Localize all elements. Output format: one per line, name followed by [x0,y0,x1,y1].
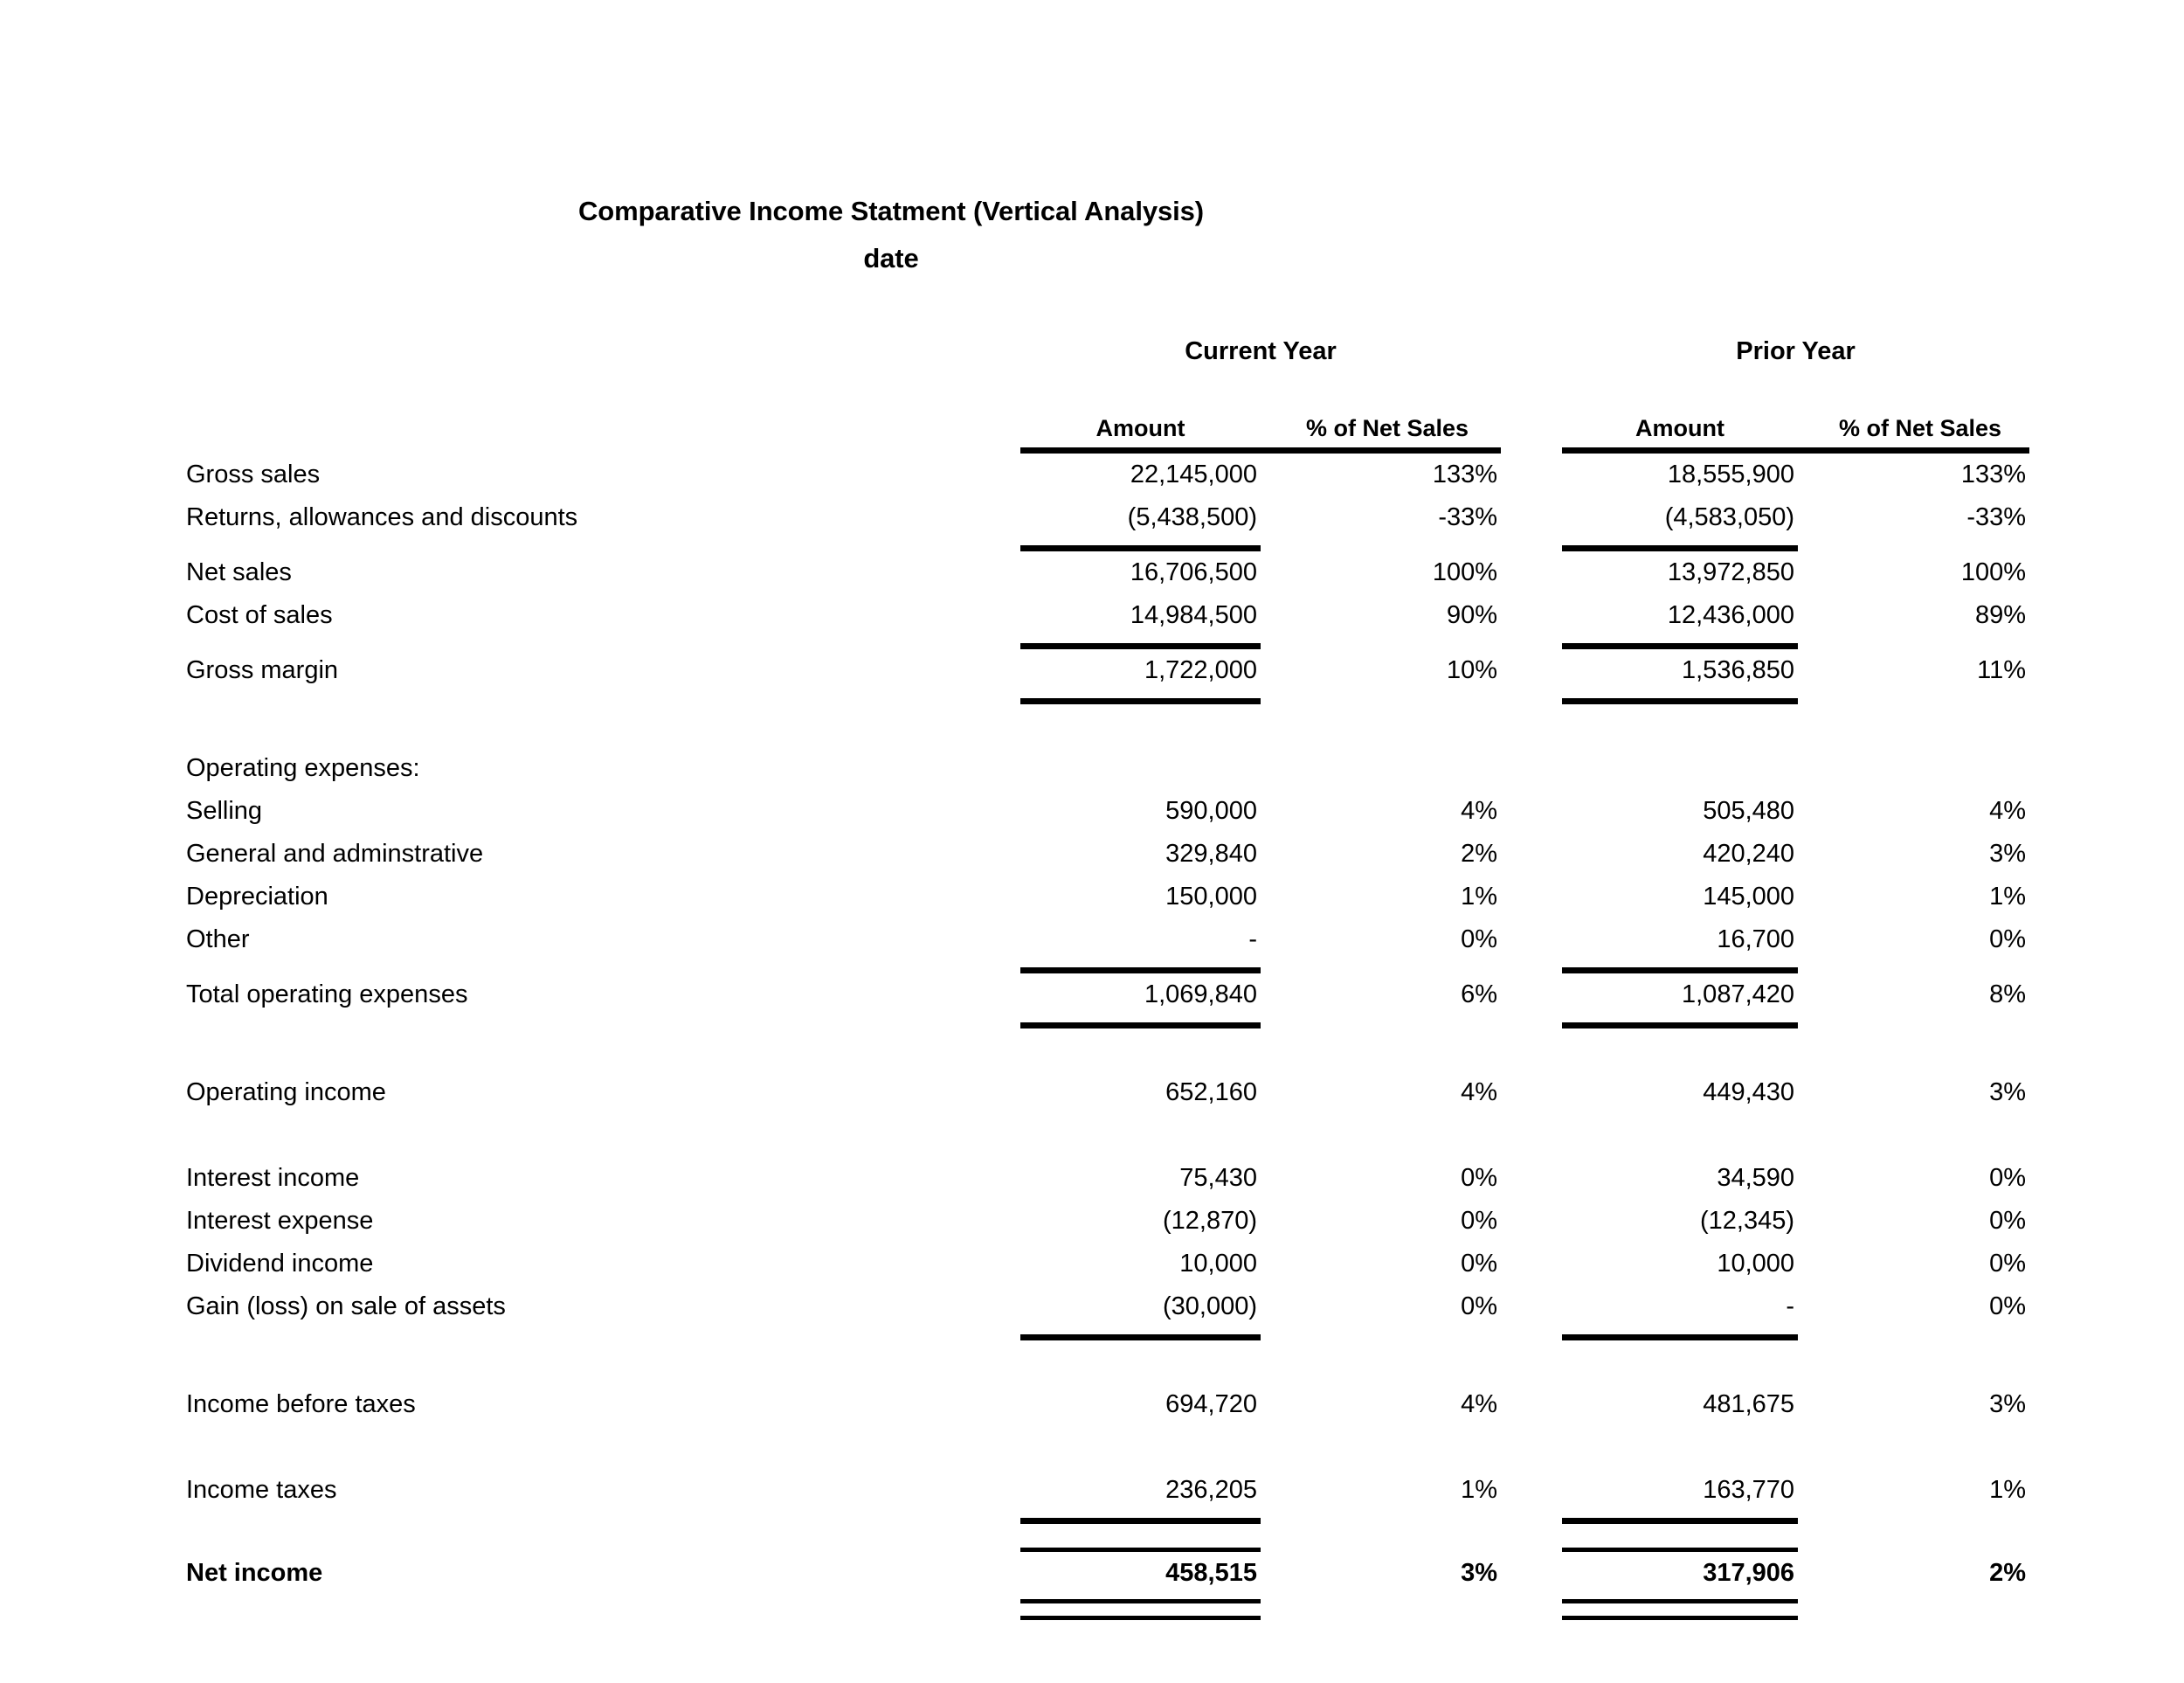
prior-year-percent: -33% [1966,503,2027,531]
row-label: Selling [186,797,263,825]
prior-year-percent: 100% [1960,558,2027,586]
rule-blank [1274,539,1501,549]
prior-year-percent: 3% [1989,1078,2027,1106]
total-gap-row [186,1521,2029,1544]
cell-gap [1261,1469,1274,1512]
cell-gap [1798,1285,1811,1328]
cell-gap [1261,833,1274,876]
rule-gap [1261,1611,1274,1618]
rule-gap [1261,961,1274,971]
subtotal-rule-row [186,692,2029,702]
current-year-total-rule-bottom-1 [1020,1595,1261,1602]
rule-blank [1274,961,1501,971]
prior-year-percent: 2% [1989,1559,2027,1587]
prior-year-subtotal-rule [1562,1328,1798,1338]
row-label: Gross margin [186,656,339,684]
prior-year-percent: 0% [1989,1292,2027,1320]
row-label: Total operating expenses [186,980,468,1008]
prior-year-percent: 3% [1989,1390,2027,1418]
cell-gap [1261,1285,1274,1328]
rule-spacer [1501,1328,1562,1338]
prior-year-amount: 16,700 [1717,925,1795,953]
current-year-percent: 90% [1446,601,1498,629]
cell-gap [1261,918,1274,961]
subtotal-rule-row [186,539,2029,549]
current-year-percent: 2% [1461,840,1498,868]
prior-year-header-gap [1798,388,1811,451]
cell-gap [1261,1550,1274,1596]
current-year-amount: 590,000 [1165,797,1257,825]
cell-gap [1798,451,1811,497]
prior-year-percent: 133% [1960,461,2027,488]
prior-year-amount: 10,000 [1717,1250,1795,1278]
table-row [186,594,2029,637]
table-row [186,496,2029,539]
current-year-amount: 694,720 [1165,1390,1257,1418]
cell-gap [1798,790,1811,833]
rule-spacer [1501,539,1562,549]
current-year-amount: - [1248,925,1257,953]
cell-gap [1261,594,1274,637]
spacer-cell [186,702,2029,748]
row-label: Income taxes [186,1476,337,1504]
table-row [186,451,2029,497]
rule-blank [1274,1016,1501,1026]
cell-gap [1261,1157,1274,1200]
cell-spacer [1501,1285,1562,1328]
prior-year-subtotal-rule [1562,539,1798,549]
cell-gap [1798,918,1811,961]
rule-gap [1261,692,1274,702]
current-year-amount: 329,840 [1165,840,1257,868]
cell-gap [1261,647,1274,693]
current-year-subtotal-rule [1020,637,1261,647]
table-row [186,790,2029,833]
current-year-amount: (5,438,500) [1127,503,1257,531]
cell-gap [1798,496,1811,539]
row-label: Operating expenses: [186,754,420,782]
current-year-subtotal-rule [1020,961,1261,971]
current-year-amount: 150,000 [1165,883,1257,911]
current-year-percent: 133% [1432,461,1498,488]
prior-year-header: Prior Year [1736,336,1856,365]
current-year-percent: 0% [1461,1250,1498,1278]
table-row [186,1071,2029,1114]
current-year-percent [1274,747,1501,790]
rule-gap [1798,637,1811,647]
prior-year-amount: - [1786,1292,1795,1320]
cell-spacer [1501,496,1562,539]
column-header-row [186,388,2029,451]
rule-blank [1811,539,2029,549]
row-label: Income before taxes [186,1390,416,1418]
current-year-percent: 0% [1461,925,1498,953]
prior-year-amount [1562,747,1798,790]
cell-spacer [1501,971,1562,1017]
current-year-amount: 236,205 [1165,1476,1257,1504]
current-year-amount-header: Amount [1020,388,1261,451]
spacer-cell [186,1426,2029,1469]
total-rule-bottom-row-1 [186,1595,2029,1602]
subtotal-rule-row [186,637,2029,647]
prior-year-percent: 3% [1989,840,2027,868]
rule-blank [1811,1611,2029,1618]
cell-gap [1261,876,1274,918]
current-year-amount [1020,747,1261,790]
current-year-total-rule-bottom-2 [1020,1611,1261,1618]
rule-spacer [1501,961,1562,971]
table-row [186,747,2029,790]
prior-year-percent: 1% [1989,1476,2027,1504]
prior-year-total-rule-top [1562,1543,1798,1550]
statement-title-block [0,188,1782,282]
rule-blank [1811,637,2029,647]
rule-blank [186,1595,1020,1602]
prior-year-amount-header: Amount [1562,388,1798,451]
cell-gap [1261,1200,1274,1243]
current-year-percent: 4% [1461,1390,1498,1418]
rule-blank [1274,1543,1501,1550]
rule-gap [1261,1512,1274,1521]
rule-gap [1798,1016,1811,1026]
rule-gap [1798,1328,1811,1338]
row-label: Returns, allowances and discounts [186,503,578,531]
section-spacer [186,1338,2029,1384]
rule-spacer [1501,1512,1562,1521]
current-year-amount: (30,000) [1162,1292,1257,1320]
cell-spacer [1501,747,1562,790]
prior-year-amount: 1,087,420 [1682,980,1795,1008]
row-label: Interest income [186,1164,360,1192]
year-header-spacer [1501,315,1562,388]
current-year-amount: 1,722,000 [1144,656,1257,684]
row-label: Other [186,925,250,953]
current-year-total-rule-top [1020,1543,1261,1550]
current-year-percent: 4% [1461,797,1498,825]
total-rule-bottom-row-2 [186,1611,2029,1618]
table-row [186,1285,2029,1328]
rule-gap [1798,539,1811,549]
table-row [186,647,2029,693]
prior-year-amount: 1,536,850 [1682,656,1795,684]
prior-year-percent: 0% [1989,1250,2027,1278]
prior-year-pct-header: % of Net Sales [1811,388,2029,451]
current-year-pct-header: % of Net Sales [1274,388,1501,451]
cell-spacer [1501,594,1562,637]
rule-blank [1274,1512,1501,1521]
cell-gap [1798,1243,1811,1285]
table-row [186,918,2029,961]
rule-spacer [1501,1595,1562,1602]
rule-gap [1261,1328,1274,1338]
prior-year-subtotal-rule [1562,692,1798,702]
cell-gap [1798,833,1811,876]
table-row [186,1243,2029,1285]
rule-spacer [1501,1611,1562,1618]
rule-blank [1274,1595,1501,1602]
prior-year-percent: 0% [1989,1207,2027,1235]
current-year-amount: 1,069,840 [1144,980,1257,1008]
prior-year-amount: 145,000 [1703,883,1795,911]
cell-gap [1261,496,1274,539]
table-row [186,1383,2029,1426]
cell-gap [1798,647,1811,693]
cell-spacer [1501,1243,1562,1285]
prior-year-total-rule-bottom-1 [1562,1595,1798,1602]
cell-spacer [1501,918,1562,961]
cell-gap [1261,1071,1274,1114]
cell-gap [1798,1550,1811,1596]
cell-spacer [1501,1550,1562,1596]
rule-blank [1811,1543,2029,1550]
rule-blank [186,961,1020,971]
rule-blank [1811,692,2029,702]
current-year-amount: 652,160 [1165,1078,1257,1106]
table-row [186,876,2029,918]
current-year-amount: 75,430 [1179,1164,1257,1192]
prior-year-subtotal-rule [1562,637,1798,647]
prior-year-amount: 12,436,000 [1667,601,1795,629]
rule-blank [1811,1512,2029,1521]
cell-gap [1798,1071,1811,1114]
current-year-percent: -33% [1438,503,1498,531]
cell-spacer [1501,647,1562,693]
prior-year-percent: 89% [1974,601,2027,629]
cell-gap [1798,747,1811,790]
rule-spacer [1501,692,1562,702]
rule-spacer [1501,1543,1562,1550]
cell-spacer [1501,1071,1562,1114]
prior-year-total-rule-bottom-2 [1562,1611,1798,1618]
double-rule-gap-row [186,1602,2029,1612]
spacer-cell [186,1521,2029,1544]
current-year-subtotal-rule [1020,1328,1261,1338]
cell-spacer [1501,1157,1562,1200]
rule-gap [1261,1595,1274,1602]
subtotal-rule-row [186,1328,2029,1338]
current-year-subtotal-rule [1020,1512,1261,1521]
cell-gap [1798,1200,1811,1243]
prior-year-amount: 13,972,850 [1667,558,1795,586]
total-rule-top-row [186,1543,2029,1550]
subtotal-rule-row [186,1512,2029,1521]
rule-blank [186,1512,1020,1521]
cell-gap [1798,1383,1811,1426]
row-label: Cost of sales [186,601,333,629]
prior-year-percent: 1% [1989,883,2027,911]
rule-blank [186,1016,1020,1026]
prior-year-percent: 0% [1989,1164,2027,1192]
rule-gap [1261,637,1274,647]
cell-spacer [1501,1469,1562,1512]
cell-spacer [1501,1200,1562,1243]
rule-blank [1811,1328,2029,1338]
current-year-header: Current Year [1185,336,1337,365]
section-spacer [186,702,2029,748]
spacer-cell [186,1026,2029,1072]
cell-gap [1798,876,1811,918]
rule-blank [186,1543,1020,1550]
subtotal-rule-row [186,1016,2029,1026]
spacer-cell [186,1338,2029,1384]
spacer-cell [186,1602,2029,1612]
cell-gap [1261,1383,1274,1426]
rule-blank [1811,961,2029,971]
cell-spacer [1501,451,1562,497]
cell-spacer [1501,549,1562,595]
cell-gap [1798,594,1811,637]
rule-blank [186,1611,1020,1618]
current-year-percent: 4% [1461,1078,1498,1106]
cell-spacer [1501,876,1562,918]
year-header-blank [186,315,1020,388]
income-statement-table [186,315,2029,1620]
spacer-cell [186,1114,2029,1157]
table-row [186,549,2029,595]
current-year-percent: 0% [1461,1292,1498,1320]
table-row [186,1200,2029,1243]
cell-gap [1261,971,1274,1017]
current-year-percent: 0% [1461,1164,1498,1192]
cell-gap [1798,549,1811,595]
prior-year-amount: 317,906 [1703,1559,1795,1587]
table-row [186,1469,2029,1512]
prior-year-amount: 505,480 [1703,797,1795,825]
current-year-subtotal-rule [1020,692,1261,702]
row-label: Operating income [186,1078,386,1106]
prior-year-amount: (12,345) [1700,1207,1795,1235]
rule-blank [186,1328,1020,1338]
current-year-subtotal-rule [1020,539,1261,549]
rule-gap [1261,1543,1274,1550]
row-label: Gain (loss) on sale of assets [186,1292,506,1320]
cell-gap [1261,1243,1274,1285]
current-year-amount: 10,000 [1179,1250,1257,1278]
current-year-amount: (12,870) [1162,1207,1257,1235]
current-year-percent: 0% [1461,1207,1498,1235]
prior-year-amount: 481,675 [1703,1390,1795,1418]
prior-year-percent: 8% [1989,980,2027,1008]
column-header-blank [186,388,1020,451]
prior-year-amount: (4,583,050) [1664,503,1795,531]
row-label: Dividend income [186,1250,374,1278]
cell-gap [1261,747,1274,790]
current-year-amount: 458,515 [1165,1559,1257,1587]
rule-blank [1811,1016,2029,1026]
prior-year-amount: 449,430 [1703,1078,1795,1106]
current-year-percent: 3% [1461,1559,1498,1587]
row-label: Gross sales [186,461,321,488]
rule-spacer [1501,637,1562,647]
year-header-row [186,315,2029,388]
column-header-spacer [1501,388,1562,451]
rule-gap [1261,1016,1274,1026]
table-row [186,833,2029,876]
prior-year-percent: 0% [1989,925,2027,953]
prior-year-subtotal-rule [1562,1512,1798,1521]
rule-blank [1274,1611,1501,1618]
cell-gap [1798,971,1811,1017]
rule-gap [1798,1595,1811,1602]
current-year-percent: 1% [1461,1476,1498,1504]
current-year-percent: 10% [1446,656,1498,684]
rule-gap [1261,539,1274,549]
cell-gap [1798,1157,1811,1200]
prior-year-percent: 11% [1977,656,2027,684]
current-year-percent: 1% [1461,883,1498,911]
section-spacer [186,1114,2029,1157]
cell-gap [1261,790,1274,833]
rule-gap [1798,961,1811,971]
current-year-header-gap [1261,388,1274,451]
row-label: Net sales [186,558,292,586]
prior-year-percent: 4% [1989,797,2027,825]
cell-gap [1261,549,1274,595]
rule-blank [186,692,1020,702]
current-year-amount: 14,984,500 [1130,601,1257,629]
cell-spacer [1501,1383,1562,1426]
prior-year-subtotal-rule [1562,1016,1798,1026]
rule-gap [1798,692,1811,702]
prior-year-amount: 163,770 [1703,1476,1795,1504]
rule-blank [1274,637,1501,647]
section-spacer [186,1426,2029,1469]
rule-blank [186,539,1020,549]
prior-year-amount: 18,555,900 [1667,461,1795,488]
cell-spacer [1501,833,1562,876]
rule-blank [186,637,1020,647]
table-row [186,1550,2029,1596]
current-year-percent: 100% [1432,558,1498,586]
current-year-percent: 6% [1461,980,1498,1008]
cell-spacer [1501,790,1562,833]
prior-year-percent [1811,747,2029,790]
cell-gap [1798,1469,1811,1512]
statement-title: Comparative Income Statment (Vertical Analysis) [577,196,1204,226]
section-spacer [186,1026,2029,1072]
table-row [186,971,2029,1017]
prior-year-amount: 420,240 [1703,840,1795,868]
table-row [186,1157,2029,1200]
rule-blank [1811,1595,2029,1602]
row-label: Depreciation [186,883,328,911]
subtotal-rule-row [186,961,2029,971]
rule-gap [1798,1611,1811,1618]
cell-gap [1261,451,1274,497]
statement-date: date [863,243,919,274]
rule-spacer [1501,1016,1562,1026]
rule-blank [1274,692,1501,702]
row-label: Interest expense [186,1207,374,1235]
rule-gap [1798,1512,1811,1521]
row-label: General and adminstrative [186,840,484,868]
prior-year-subtotal-rule [1562,961,1798,971]
row-label: Net income [186,1559,323,1587]
current-year-amount: 16,706,500 [1130,558,1257,586]
prior-year-amount: 34,590 [1717,1164,1795,1192]
current-year-amount: 22,145,000 [1130,461,1257,488]
current-year-subtotal-rule [1020,1016,1261,1026]
rule-blank [1274,1328,1501,1338]
rule-gap [1798,1543,1811,1550]
